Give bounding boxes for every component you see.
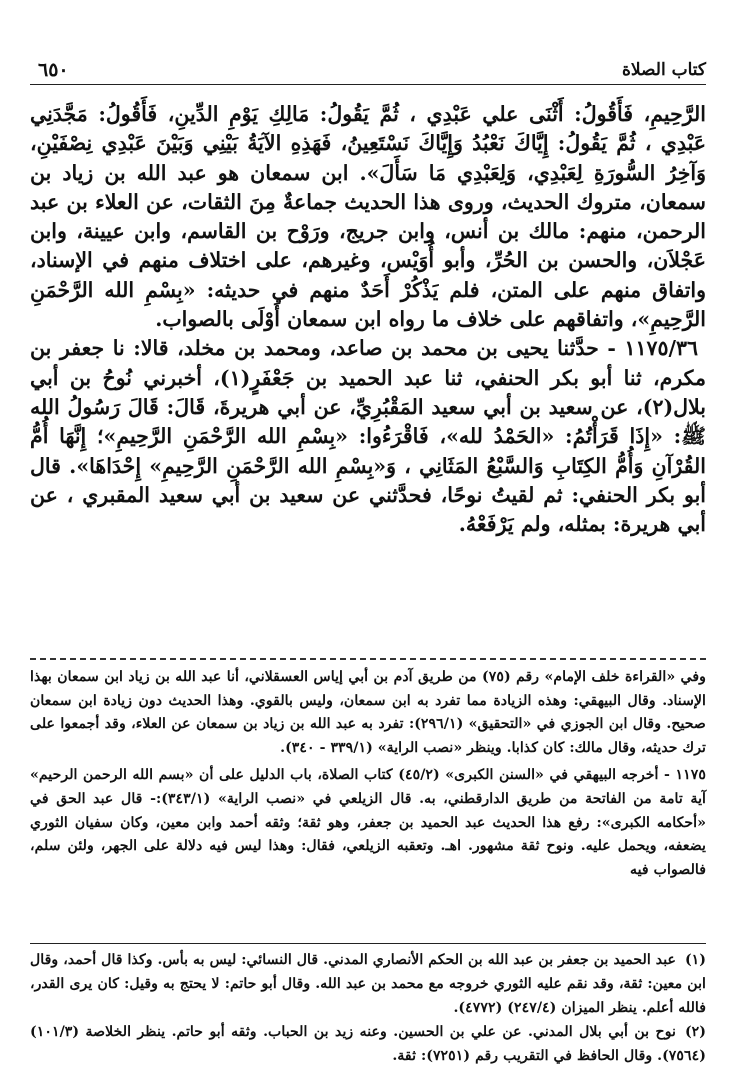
page-number: ٦٥٠ [38, 59, 69, 81]
footnote-number: (١) [684, 952, 706, 968]
note-paragraph-2: ١١٧٥ - أخرجه البيهقي في «السنن الكبرى» (٤٥/٢) كتاب الصلاة، باب الدليل على أن «بسم الله الرحمن الرحيم» آية تامة من الفاتحة من طريق الدارقطني، به. قال الزيلعي في «نصب الراية» (٣٤٣/١):- قال عبد الحق في «أحكامه الكبرى»: رفع هذا الحديث عبد الحميد بن جعفر، وهو ثقة؛ وثقه أحمد وابن معين، وكان سفيان الثوري يضعفه، ويحمل عليه. ونوح ثقة مشهور. اهـ. وتعقبه الزيلعي، فقال: وهذا ليس فيه دلالة على الجهر، ولئن سلم، فالصواب فيه [30, 767, 707, 878]
note-paragraph-1: وفي «القراءة خلف الإمام» رقم (٧٥) من طريق آدم بن أبي إياس العسقلاني، أنا عبد الله بن زياد ابن سمعان بهذا الإسناد. وقال البيهقي: وهذه الزيادة مما تفرد به ابن سمعان، وليس بالقوي. وهذا الحديث دون زيادة ابن سمعان صحيح. وقال ابن الجوزي في «التحقيق» (٢٩٦/١): تفرد به عبد الله بن زياد بن سمعان عن العلاء، وقد أجمعوا على ترك حديثه، وقال مالك: كان كذابا. وينظر «نصب الراية» (٣٣٩/١ - ٣٤٠). [30, 669, 707, 756]
takhrij-notes [30, 666, 706, 882]
footnote-1 [30, 948, 706, 1020]
hadith-1175: ١١٧٥/٣٦ - حدَّثنا يحيى بن محمد بن صاعد، ومحمد بن مخلد، قالا: نا جعفر بن مكرم، ثنا أبو بكر الحنفي، ثنا عبد الحميد بن جَعْفَرٍ(١)، أخبرني نُوحُ بن أبي بلال(٢)، عن سعيد بن أبي سعيد المَقْبُرِيِّ، عن أبي هريرةَ، قَالَ: قَالَ رَسُولُ الله ﷺ: «إِذَا قَرَأْتُمُ: «الحَمْدُ لله»، فَاقْرَءُوا: «بِسْمِ الله الرَّحْمَنِ الرَّحِيمِ»؛ إِنَّهَا أُمُّ القُرْآنِ وَأُمُّ الكِتَابِ وَالسَّبْعُ المَثَانِي ، وَ«بِسْمِ الله الرَّحْمَنِ الرَّحِيمِ» إِحْدَاهَا». قال أبو بكر الحنفي: ثم لقيتُ نوحًا، فحدَّثني عن سعيد بن أبي سعيد المقبري ، عن أبي هريرة: بمثله، ولم يَرْفَعْهُ. [30, 336, 706, 537]
page-header [30, 18, 706, 81]
book-page [30, 18, 706, 1078]
main-text [30, 100, 706, 539]
header-rule [30, 84, 706, 85]
notes-divider [30, 658, 706, 660]
main-paragraph-1: الرَّحِيمِ، فَأَقُولُ: أَثْنَى علي عَبْدِي ، ثُمَّ يَقُولُ: مَالِكِ يَوْمِ الدِّينِ، فَأَقُولُ: مَجَّدَنِي عَبْدِي ، ثُمَّ يَقُولُ: إِيَّاكَ نَعْبُدُ وَإِيَّاكَ نَسْتَعِينُ، فَهَذِهِ الآيَةُ بَيْنِي وَبَيْنَ عَبْدِي نِصْفَيْنِ، وَآخِرُ السُّورَةِ لِعَبْدِي، وَلِعَبْدِي مَا سَأَلَ». ابن سمعان هو عبد الله بن زياد بن سمعان، متروك الحديث، وروى هذا الحديث جماعةٌ مِنَ الثقات، عن العلاء بن عبد الرحمن، منهم: مالك بن أنس، وابن جريج، ورَوْح بن القاسم، وابن عيينة، وابن عَجْلاَن، والحسن بن الحُرِّ، وأبو أُوَيْس، وغيرهم، على اختلاف منهم في الإسناد، واتفاق منهم على المتن، فلم يَذْكُرْ أَحَدٌ منهم في حديثه: «بِسْمِ الله الرَّحْمَنِ الرَّحِيمِ»، واتفاقهم على خلاف ما رواه ابن سمعان أَوْلَى بالصواب. [30, 102, 706, 332]
footnotes-divider [30, 943, 706, 944]
footnote-number: (٢) [684, 1024, 706, 1040]
footnotes [30, 948, 706, 1068]
footnote-text: عبد الحميد بن جعفر بن عبد الله بن الحكم الأنصاري المدني. قال النسائي: ليس به بأس. وكذا قال أحمد، وقال ابن معين: ثقة، وقد نقم عليه الثوري خروجه مع محمد بن عبد الله. وقال أبو حاتم: لا يحتج به وقيل: كان يرى القدر، فالله أعلم. ينظر الميزان (٢٤٧/٤) (٤٧٧٢). [30, 952, 706, 1016]
book-title: كتاب الصلاة [621, 60, 706, 80]
footnote-2 [30, 1020, 706, 1068]
footnote-text: نوح بن أبي بلال المدني. عن علي بن الحسين. وعنه زيد بن الحباب. وثقه أبو حاتم. ينظر الخلاصة (١٠١/٣) (٧٥٦٤). وقال الحافظ في التقريب رقم (٧٢٥١): ثقة. [30, 1024, 706, 1064]
